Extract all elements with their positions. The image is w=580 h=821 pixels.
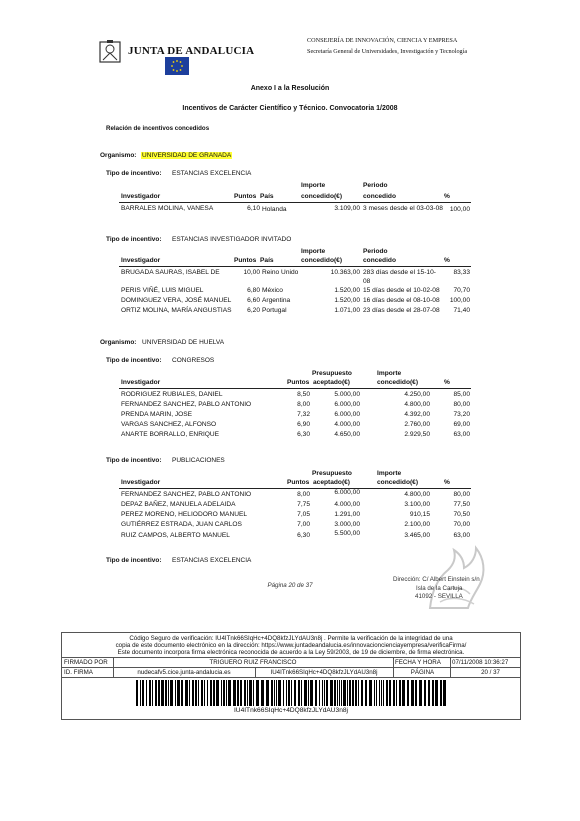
col-pct: % xyxy=(444,257,450,264)
barcode-bar xyxy=(310,680,313,706)
barcode-bar xyxy=(286,680,287,706)
barcode-bar xyxy=(432,680,434,706)
organismo-name: UNIVERSIDAD DE GRANADA xyxy=(142,152,232,159)
annex-title: Anexo I a la Resolución xyxy=(250,85,330,92)
barcode-bar xyxy=(315,680,317,706)
col-investigador: Investigador xyxy=(121,479,161,486)
barcode-bar xyxy=(233,680,236,706)
barcode-bar xyxy=(271,680,273,706)
barcode-bar xyxy=(140,680,141,706)
barcode-bar xyxy=(192,680,194,706)
barcode-bar xyxy=(223,680,225,706)
barcode-bar xyxy=(349,680,351,706)
barcode-bar xyxy=(256,680,259,706)
firmado-por-label: FIRMADO POR xyxy=(64,659,108,666)
tipo-value: ESTANCIAS EXCELENCIA xyxy=(172,170,252,177)
barcode-bar xyxy=(428,680,430,706)
id-firma-server: nudecafv5.cice.junta-andalucia.es xyxy=(137,669,231,676)
barcode-bar xyxy=(149,680,151,706)
barcode-bar xyxy=(411,680,414,706)
barcode-bar xyxy=(393,680,395,706)
col-importe: Importe xyxy=(377,470,402,477)
barcode-bar xyxy=(266,680,269,706)
organismo-label: Organismo: xyxy=(100,152,137,159)
barcode-bar xyxy=(322,680,323,706)
barcode-bar xyxy=(396,680,397,706)
tipo-label: Tipo de incentivo: xyxy=(106,236,162,243)
barcode-bar xyxy=(249,680,252,706)
barcode-bar xyxy=(226,680,227,706)
barcode-bar xyxy=(288,680,290,706)
col-pct: % xyxy=(444,379,450,386)
page-number: Página 20 de 37 xyxy=(267,582,313,589)
col-puntos: Puntos xyxy=(287,479,310,486)
organismo-name: UNIVERSIDAD DE HUELVA xyxy=(142,339,225,346)
barcode-bar xyxy=(294,680,296,706)
barcode-bar xyxy=(291,680,292,706)
barcode-bar xyxy=(298,680,300,706)
barcode-bar xyxy=(221,680,222,706)
id-firma-code: IU4ITnk66SIqHc+4DQ8kfzJLYdAU3n8j xyxy=(270,669,378,676)
col-puntos: Puntos xyxy=(287,379,310,386)
col-investigador: Investigador xyxy=(121,193,161,200)
barcode-bar xyxy=(324,680,325,706)
barcode-bar xyxy=(247,680,248,706)
address-line-1: Dirección: C/ Albert Einstein s/n xyxy=(393,576,480,583)
col-pais: País xyxy=(260,257,274,264)
barcode-bar xyxy=(347,680,348,706)
barcode-bar xyxy=(168,680,169,706)
address-line-3: 41092 - SEVILLA xyxy=(415,593,463,600)
barcode-bar xyxy=(175,680,176,706)
barcode-bar xyxy=(440,680,442,706)
barcode-bar xyxy=(308,680,309,706)
barcode-bar xyxy=(198,680,199,706)
tipo-value: ESTANCIAS EXCELENCIA xyxy=(172,557,252,564)
col-pais: País xyxy=(260,193,274,200)
barcode-bar xyxy=(301,680,302,706)
barcode-text: IU4ITnk66SIqHc+4DQ8kfzJLYdAU3n8j xyxy=(233,707,349,714)
document-page: JUNTA DE ANDALUCIA CONSEJERÍA DE INNOVACIÓN, CIENCIA Y EMPRESA Secretaría General de Universidades, Investigación y Tecnología Anexo I a la Resolución Incentivos de Carácter Científico y Técnico. Convocatoria 1/2008 Relación de incentivos concedidos Organismo: UNIVERSIDAD DE GRANADA Tipo de incentivo: ESTANCIAS EXCELENCIA Investigador Puntos País Importe concedido(€) Periodo concedido % BARRALES MOLINA, VANESA 6,10 Holanda 3.109,00 3 meses desde el 03-03-08 100,00 Tipo de incentivo: ESTANCIAS INVESTIGADOR INVITADO Investigador Puntos País Importe concedido(€) Periodo concedido % BRUGADA SAURAS, ISABEL DE 10,00 Reino Unido 10.363,00 283 días desde el 15-10-08 83,33 PERIS VIÑÉ, LUIS MIGUEL 6,80 México 1.520,00 15 días desde el 10-02-08 70,70 DOMINGUEZ VERA, JOSÉ MANUEL 6,60 Argentina 1.520,00 16 días desde el 08-10-08 100,00 ORTIZ MOLINA, MARÍA ANGUSTIAS 6,20 Portugal 1.071,00 23 días desde el 28-07-08 71,40 Organismo: UNIVERSIDAD DE HUELVA Tipo de incentivo: CONGRESOS Investigador Puntos Presupuesto aceptado(€) Importe concedido(€) % RODRIGUEZ RUBIALES, DANIEL 8,50 5.000,00 4.250,00 85,00 FERNANDEZ SANCHEZ, PABLO ANTONIO 8,00 6.000,00 4.800,00 80,00 PRENDA MARIN, JOSE 7,32 6.000,00 4.392,00 73,20 VARGAS SANCHEZ, ALFONSO 6,90 4.000,00 2.760,00 69,00 ANARTE BORRALLO, ENRIQUE 6,30 4.650,00 2.929,50 63,00 Tipo de incentivo: PUBLICACIONES Investigador Puntos Presupuesto aceptado(€) Importe concedido(€) % FERNANDEZ SANCHEZ, PABLO ANTONIO 8,00 6.000,00 4.800,00 80,00 DEPAZ BAÑEZ, MANUELA ADELAIDA 7,75 4.000,00 3.100,00 77,50 PEREZ MORENO, HELIODORO MANUEL 7,05 1.291,00 910,15 70,50 GUTIÉRREZ ESTRADA, JUAN CARLOS 7,00 3.000,00 2.100,00 70,00 RUIZ CAMPOS, ALBERTO MANUEL 6,30 5.500,00 3.465,00 63,00 Tipo de incentivo: ESTANCIAS EXCELENCIA Página 20 de 37 Dirección: C/ Albert Einstein s/n Isla de la Cartuja 41092 - SEVILLA Código Seguro de verificación: IU4ITnk66SIqHc+4DQ8kfzJLYdAU3n8j . Permite la verificación de la integridad de una copia de este documento electrónico en la dirección: https://www.juntadeandalucia.es/innovacioncienciayempresa/verificaFirma/ Este documento incorpora firma electrónica reconocida de acuerdo a la Ley 59/2003, de 19 de diciembre, de firma electrónica. FIRMADO POR TRIGUERO RUIZ FRANCISCO FECHA Y HORA 07/11/2008 10:36:27 ID. FIRMA nudecafv5.cice.junta-andalucia.es IU4ITnk66SIqHc+4DQ8kfzJLYdAU3n8j PÁGINA 20 / 37 IU4ITnk66SIqHc+4DQ8kfzJLYdAU3n8j xyxy=(0,0,580,821)
col-importe: Importe xyxy=(377,370,402,377)
pagina-value: 20 / 37 xyxy=(481,669,500,676)
organismo-label: Organismo: xyxy=(100,339,137,346)
eu-flag-icon xyxy=(165,57,189,75)
barcode-bar xyxy=(326,680,328,706)
junta-logo xyxy=(96,38,124,71)
barcode-bar xyxy=(389,680,391,706)
barcode-bar xyxy=(278,680,281,706)
col-puntos: Puntos xyxy=(234,257,257,264)
barcode-bar xyxy=(253,680,254,706)
barcode-bar xyxy=(341,680,342,706)
tipo-value: CONGRESOS xyxy=(172,357,215,364)
barcode-bar xyxy=(185,680,188,706)
barcode-bar xyxy=(283,680,284,706)
tipo-label: Tipo de incentivo: xyxy=(106,457,162,464)
tipo-label: Tipo de incentivo: xyxy=(106,357,162,364)
barcode-bar xyxy=(386,680,388,706)
barcode-bar xyxy=(155,680,157,706)
verification-line-1: Código Seguro de verificación: IU4ITnk66SIqHc+4DQ8kfzJLYdAU3n8j . Permite la verificación de la integridad de una xyxy=(129,635,453,642)
barcode-bar xyxy=(365,680,367,706)
barcode-bar xyxy=(210,680,212,706)
relacion-heading: Relación de incentivos concedidos xyxy=(106,125,210,132)
coat-of-arms-icon xyxy=(96,38,124,66)
verification-line-2: copia de este documento electrónico en la dirección: https://www.juntadeandalucia.es/innovacioncienciayempresa/verificaFirma/ xyxy=(115,642,467,649)
barcode-bar xyxy=(237,680,239,706)
barcode-bar xyxy=(136,680,138,706)
barcode-bar xyxy=(161,680,164,706)
address-line-2: Isla de la Cartuja xyxy=(416,585,463,592)
barcode-bar xyxy=(334,680,336,706)
barcode-bar xyxy=(337,680,338,706)
barcode-bar xyxy=(399,680,401,706)
fecha-hora-label: FECHA Y HORA xyxy=(395,659,441,666)
col-periodo-concedido: concedido xyxy=(363,193,396,200)
pagina-label: PÁGINA xyxy=(410,669,435,676)
barcode-bar xyxy=(304,680,307,706)
col-concedido: concedido(€) xyxy=(301,193,343,200)
barcode-bar xyxy=(379,680,380,706)
col-importe: Importe xyxy=(301,182,326,189)
barcode-bar xyxy=(158,680,160,706)
barcode-bar xyxy=(261,680,264,706)
barcode-bar xyxy=(177,680,180,706)
barcode-bar xyxy=(204,680,205,706)
tipo-value: PUBLICACIONES xyxy=(172,457,225,464)
barcode-bar xyxy=(374,680,375,706)
col-aceptado: aceptado(€) xyxy=(313,479,351,486)
watermark-emblem-icon xyxy=(420,530,500,615)
barcode-bar xyxy=(274,680,275,706)
tipo-label: Tipo de incentivo: xyxy=(106,557,162,564)
barcode-bar xyxy=(201,680,203,706)
barcode-bar xyxy=(402,680,405,706)
barcode-bar xyxy=(216,680,219,706)
firmado-por-value: TRIGUERO RUIZ FRANCISCO xyxy=(209,659,297,666)
col-periodo-concedido: concedido xyxy=(363,257,396,264)
barcode-bar xyxy=(195,680,197,706)
logo-text: JUNTA DE ANDALUCIA xyxy=(128,45,255,57)
barcode-bar xyxy=(319,680,320,706)
col-concedido: concedido(€) xyxy=(377,479,419,486)
barcode-bar xyxy=(142,680,144,706)
col-importe: Importe xyxy=(301,248,326,255)
barcode-bar xyxy=(376,680,377,706)
ministry-name: CONSEJERÍA DE INNOVACIÓN, CIENCIA Y EMPRESA xyxy=(307,37,458,44)
barcode-bar xyxy=(343,680,346,706)
barcode-bar xyxy=(240,680,242,706)
fecha-hora-value: 07/11/2008 10:36:27 xyxy=(452,659,509,666)
page-subtitle: Incentivos de Carácter Científico y Técnico. Convocatoria 1/2008 xyxy=(182,105,398,112)
barcode-bar xyxy=(381,680,382,706)
barcode-icon xyxy=(136,680,446,706)
barcode-bar xyxy=(355,680,357,706)
barcode-bar xyxy=(146,680,147,706)
col-periodo: Periodo xyxy=(363,182,388,189)
barcode-bar xyxy=(369,680,372,706)
barcode-bar xyxy=(358,680,359,706)
col-presupuesto: Presupuesto xyxy=(312,370,352,377)
tipo-value: ESTANCIAS INVESTIGADOR INVITADO xyxy=(172,236,292,243)
barcode-bar xyxy=(383,680,384,706)
col-concedido: concedido(€) xyxy=(301,257,343,264)
id-firma-label: ID. FIRMA xyxy=(64,669,93,676)
barcode-bar xyxy=(189,680,190,706)
barcode-bar xyxy=(276,680,277,706)
tipo-label: Tipo de incentivo: xyxy=(106,170,162,177)
verification-line-3: Este documento incorpora firma electrónica reconocida de acuerdo a la Ley 59/2003, de 19 de diciembre, de firma electrónica. xyxy=(117,649,465,656)
barcode-bar xyxy=(152,680,153,706)
barcode-bar xyxy=(207,680,208,706)
barcode-bar xyxy=(181,680,183,706)
col-concedido: concedido(€) xyxy=(377,379,419,386)
barcode-bar xyxy=(361,680,363,706)
col-pct: % xyxy=(444,479,450,486)
barcode-bar xyxy=(165,680,167,706)
col-aceptado: aceptado(€) xyxy=(313,379,351,386)
col-pct: % xyxy=(444,193,450,200)
col-investigador: Investigador xyxy=(121,379,161,386)
col-presupuesto: Presupuesto xyxy=(312,470,352,477)
barcode-bar xyxy=(213,680,215,706)
barcode-bar xyxy=(407,680,409,706)
barcode-bar xyxy=(170,680,173,706)
barcode-bar xyxy=(339,680,340,706)
col-investigador: Investigador xyxy=(121,257,161,264)
col-puntos: Puntos xyxy=(234,193,257,200)
barcode-bar xyxy=(443,680,446,706)
barcode-bar xyxy=(435,680,438,706)
barcode-bar xyxy=(330,680,333,706)
barcode-bar xyxy=(352,680,354,706)
barcode-bar xyxy=(419,680,422,706)
barcode-bar xyxy=(424,680,426,706)
col-periodo: Periodo xyxy=(363,248,388,255)
barcode-bar xyxy=(244,680,246,706)
secretaria-name: Secretaría General de Universidades, Investigación y Tecnología xyxy=(307,48,468,55)
barcode-bar xyxy=(228,680,231,706)
barcode-bar xyxy=(415,680,417,706)
